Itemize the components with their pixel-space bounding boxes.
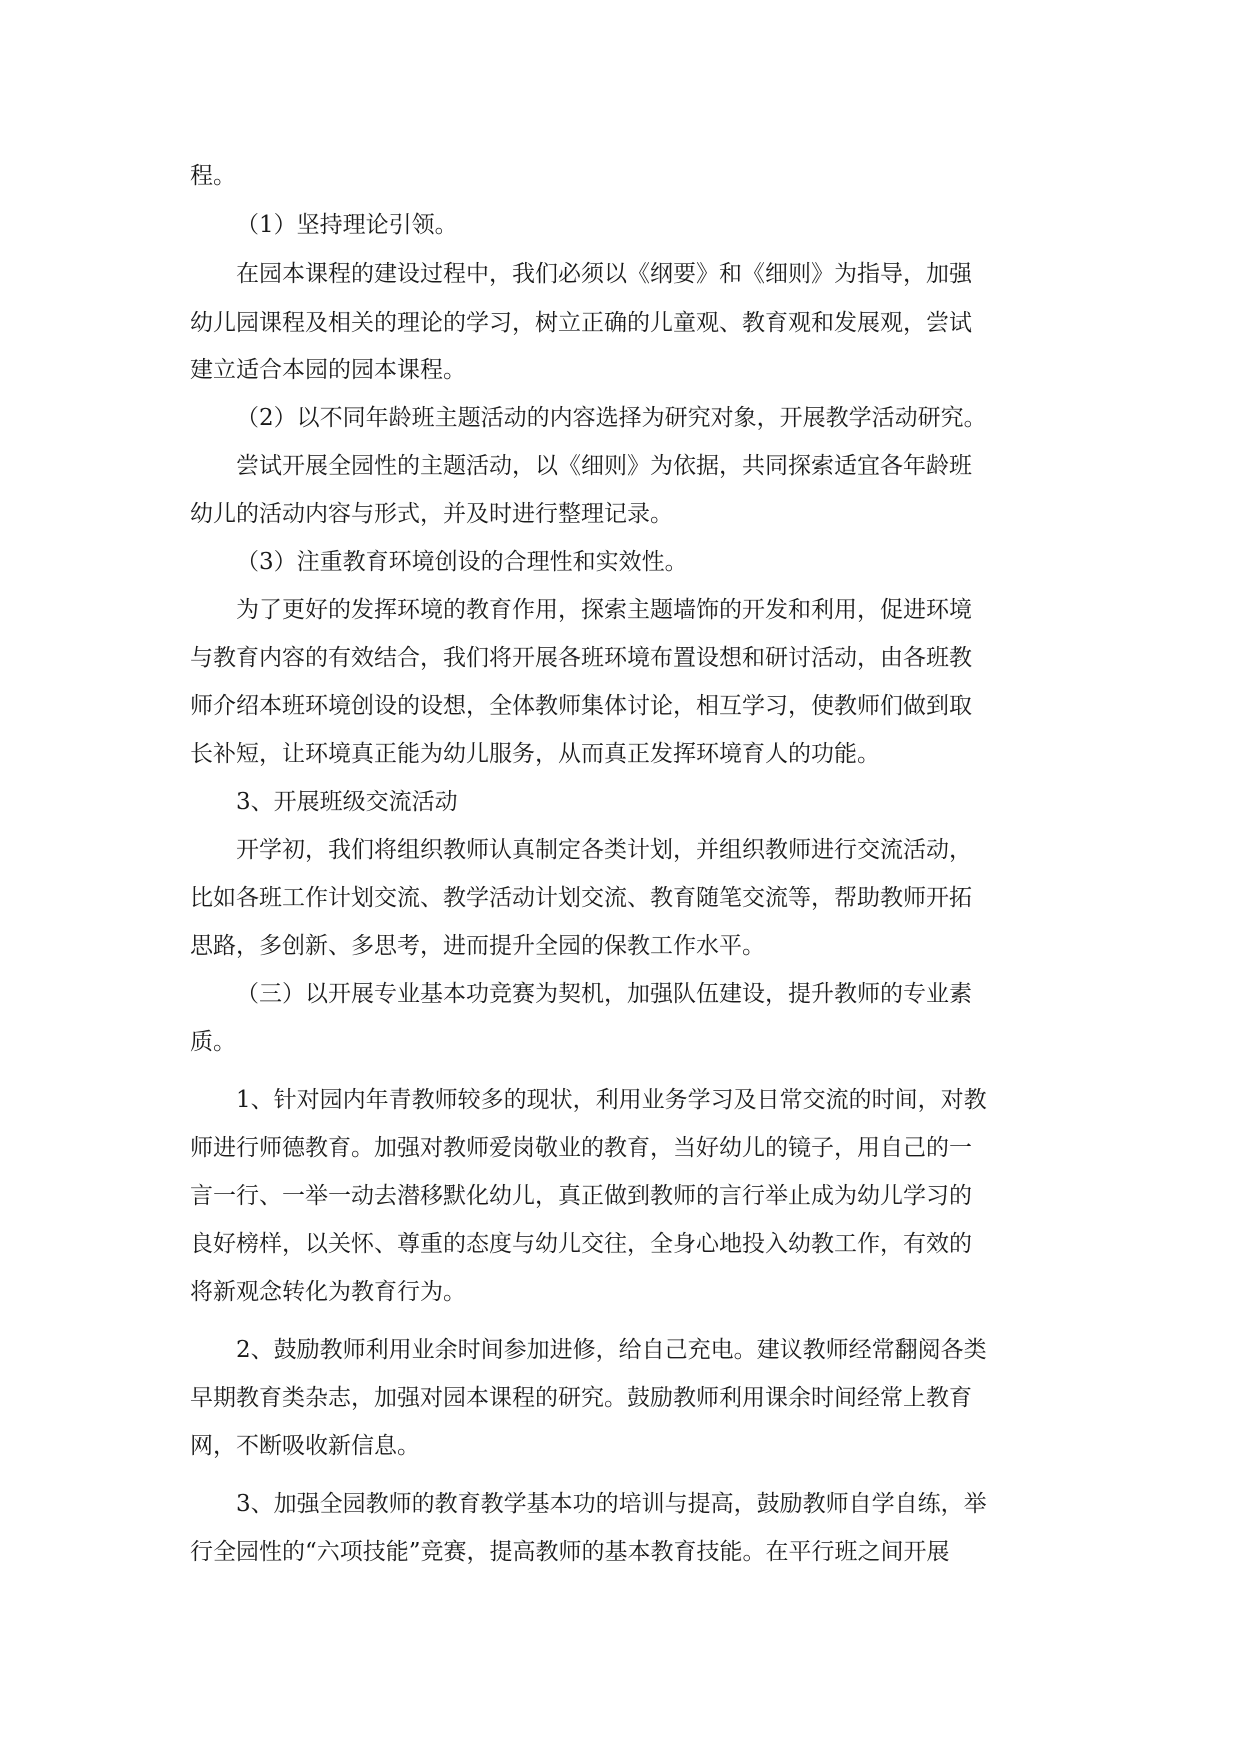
text-line: （3）注重教育环境创设的合理性和实效性。 xyxy=(236,549,688,575)
text-line: （2）以不同年龄班主题活动的内容选择为研究对象，开展教学活动研究。 xyxy=(236,405,987,431)
text-line: 质。 xyxy=(190,1029,236,1055)
text-line: 3、开展班级交流活动 xyxy=(236,789,458,815)
text-line: 思路，多创新、多思考，进而提升全园的保教工作水平。 xyxy=(190,933,765,959)
text-line: 在园本课程的建设过程中，我们必须以《纲要》和《细则》为指导，加强 xyxy=(236,261,972,287)
text-line: 长补短，让环境真正能为幼儿服务，从而真正发挥环境育人的功能。 xyxy=(190,741,880,767)
text-line: 程。 xyxy=(190,163,236,189)
text-line: 将新观念转化为教育行为。 xyxy=(190,1279,466,1305)
text-line: 幼儿园课程及相关的理论的学习，树立正确的儿童观、教育观和发展观，尝试 xyxy=(190,310,972,336)
text-line: （1）坚持理论引领。 xyxy=(236,212,458,238)
text-line: 良好榜样，以关怀、尊重的态度与幼儿交往，全身心地投入幼教工作，有效的 xyxy=(190,1231,972,1257)
text-line: 3、加强全园教师的教育教学基本功的培训与提高，鼓励教师自学自练，举 xyxy=(236,1491,987,1517)
text-line: 开学初，我们将组织教师认真制定各类计划，并组织教师进行交流活动， xyxy=(236,837,972,863)
text-line: 师介绍本班环境创设的设想，全体教师集体讨论，相互学习，使教师们做到取 xyxy=(190,693,972,719)
text-line: 建立适合本园的园本课程。 xyxy=(190,357,466,383)
text-line: 1、针对园内年青教师较多的现状，利用业务学习及日常交流的时间，对教 xyxy=(236,1087,987,1113)
text-line: （三）以开展专业基本功竞赛为契机，加强队伍建设，提升教师的专业素 xyxy=(236,981,972,1007)
text-line: 幼儿的活动内容与形式，并及时进行整理记录。 xyxy=(190,501,673,527)
text-line: 2、鼓励教师利用业余时间参加进修，给自己充电。建议教师经常翻阅各类 xyxy=(236,1337,987,1363)
text-line: 为了更好的发挥环境的教育作用，探索主题墙饰的开发和利用，促进环境 xyxy=(236,597,972,623)
text-line: 师进行师德教育。加强对教师爱岗敬业的教育，当好幼儿的镜子，用自己的一 xyxy=(190,1135,972,1161)
text-line: 比如各班工作计划交流、教学活动计划交流、教育随笔交流等，帮助教师开拓 xyxy=(190,885,972,911)
text-line: 与教育内容的有效结合，我们将开展各班环境布置设想和研讨活动，由各班教 xyxy=(190,645,972,671)
text-line: 言一行、一举一动去潜移默化幼儿，真正做到教师的言行举止成为幼儿学习的 xyxy=(190,1183,972,1209)
text-line: 早期教育类杂志，加强对园本课程的研究。鼓励教师利用课余时间经常上教育 xyxy=(190,1385,972,1411)
text-line: 网，不断吸收新信息。 xyxy=(190,1433,420,1459)
text-line: 尝试开展全园性的主题活动，以《细则》为依据，共同探索适宜各年龄班 xyxy=(236,453,972,479)
text-line: 行全园性的“六项技能”竞赛，提高教师的基本教育技能。在平行班之间开展 xyxy=(190,1539,950,1565)
